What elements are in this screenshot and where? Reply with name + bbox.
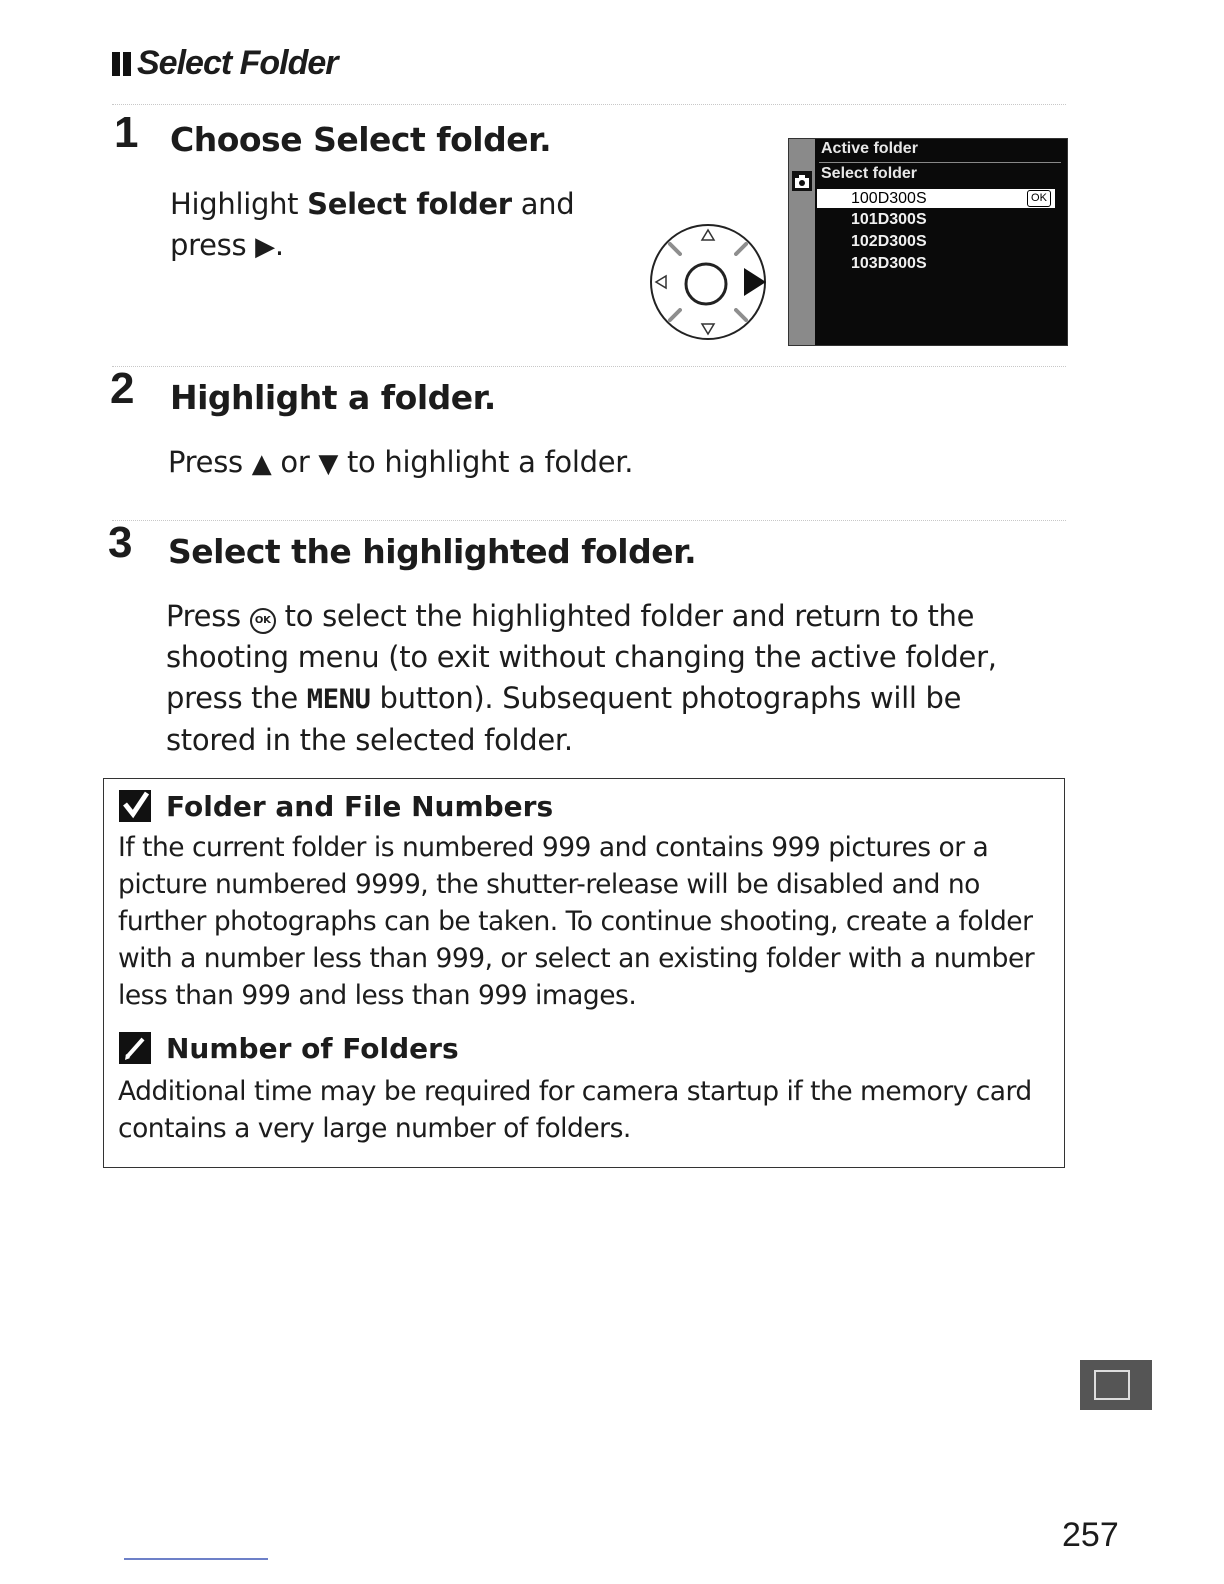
- ok-icon: OK: [1027, 190, 1051, 207]
- custom-settings-tab-icon: [792, 197, 812, 217]
- step-2-number: 2: [110, 364, 135, 413]
- menu-subheader: Select folder: [821, 165, 918, 182]
- step-2-title: Highlight a folder.: [170, 378, 496, 417]
- page-number: 257: [1062, 1516, 1119, 1554]
- playback-tab-icon: [792, 145, 812, 165]
- step-3-title: Select the highlighted folder.: [168, 532, 697, 571]
- multi-selector-icon: [648, 222, 768, 342]
- divider: [112, 104, 1066, 105]
- menu-header: Active folder: [821, 140, 918, 157]
- caution-check-icon: [118, 789, 152, 823]
- down-arrow-icon: ▼: [318, 449, 339, 479]
- my-menu-tab-icon: [792, 275, 812, 295]
- section-title: [112, 44, 338, 83]
- step-3-number: 3: [108, 518, 133, 567]
- right-arrow-icon: ▶: [255, 232, 275, 262]
- retouch-tab-icon: [792, 249, 812, 269]
- notes-box: [103, 778, 1065, 1168]
- menu-tab-strip: [789, 139, 815, 345]
- ok-button-icon: OK: [250, 608, 276, 634]
- divider: [112, 520, 1066, 521]
- folder-option[interactable]: 100D300S OK: [817, 189, 1055, 208]
- note-pencil-icon: [118, 1031, 152, 1065]
- note-2-body: Additional time may be required for camera startup if the memory card contains a very large number of folders.: [118, 1076, 1032, 1144]
- note-1-heading: Folder and File Numbers: [118, 789, 553, 823]
- menu-button-label: MENU: [306, 684, 371, 715]
- divider: [112, 366, 1066, 367]
- note-2-heading: Number of Folders: [118, 1031, 459, 1065]
- step-1-number: 1: [114, 108, 139, 157]
- camera-tab-icon: [792, 171, 812, 191]
- step-1-body: Highlight Select folder and press ▶.: [170, 187, 575, 262]
- menu-header-rule: [819, 162, 1061, 163]
- step-3-body: Press OK to select the highlighted folder and return to the shooting menu (to exit without changing the active folder, press the MENU button). Subsequent photographs will be stored in the selected folder.: [166, 599, 997, 757]
- note-1-body: If the current folder is numbered 999 and contains 999 pictures or a picture numbered 9999, the shutter-release will be disabled and no further photographs can be taken. To continue shooting, create a folder with a number less than 999, or select an existing folder with a number less than 999 and less than 999 images.: [118, 832, 1035, 1011]
- menu-guide-tab: [1080, 1360, 1152, 1410]
- setup-tab-icon: [792, 223, 812, 243]
- folder-option[interactable]: 101D300S: [851, 211, 927, 228]
- menu-list-icon: [1094, 1370, 1130, 1400]
- section-title-text: Select Folder: [137, 44, 338, 82]
- step-1-title: Choose Select folder.: [170, 120, 552, 159]
- camera-menu-screen: [788, 138, 1068, 346]
- section-marker-icon: [112, 52, 131, 76]
- footer-rule: [124, 1558, 268, 1560]
- folder-option[interactable]: 103D300S: [851, 255, 927, 272]
- step-2-body: Press ▲ or ▼ to highlight a folder.: [168, 445, 634, 479]
- up-arrow-icon: ▲: [251, 449, 272, 479]
- folder-option[interactable]: 102D300S: [851, 233, 927, 250]
